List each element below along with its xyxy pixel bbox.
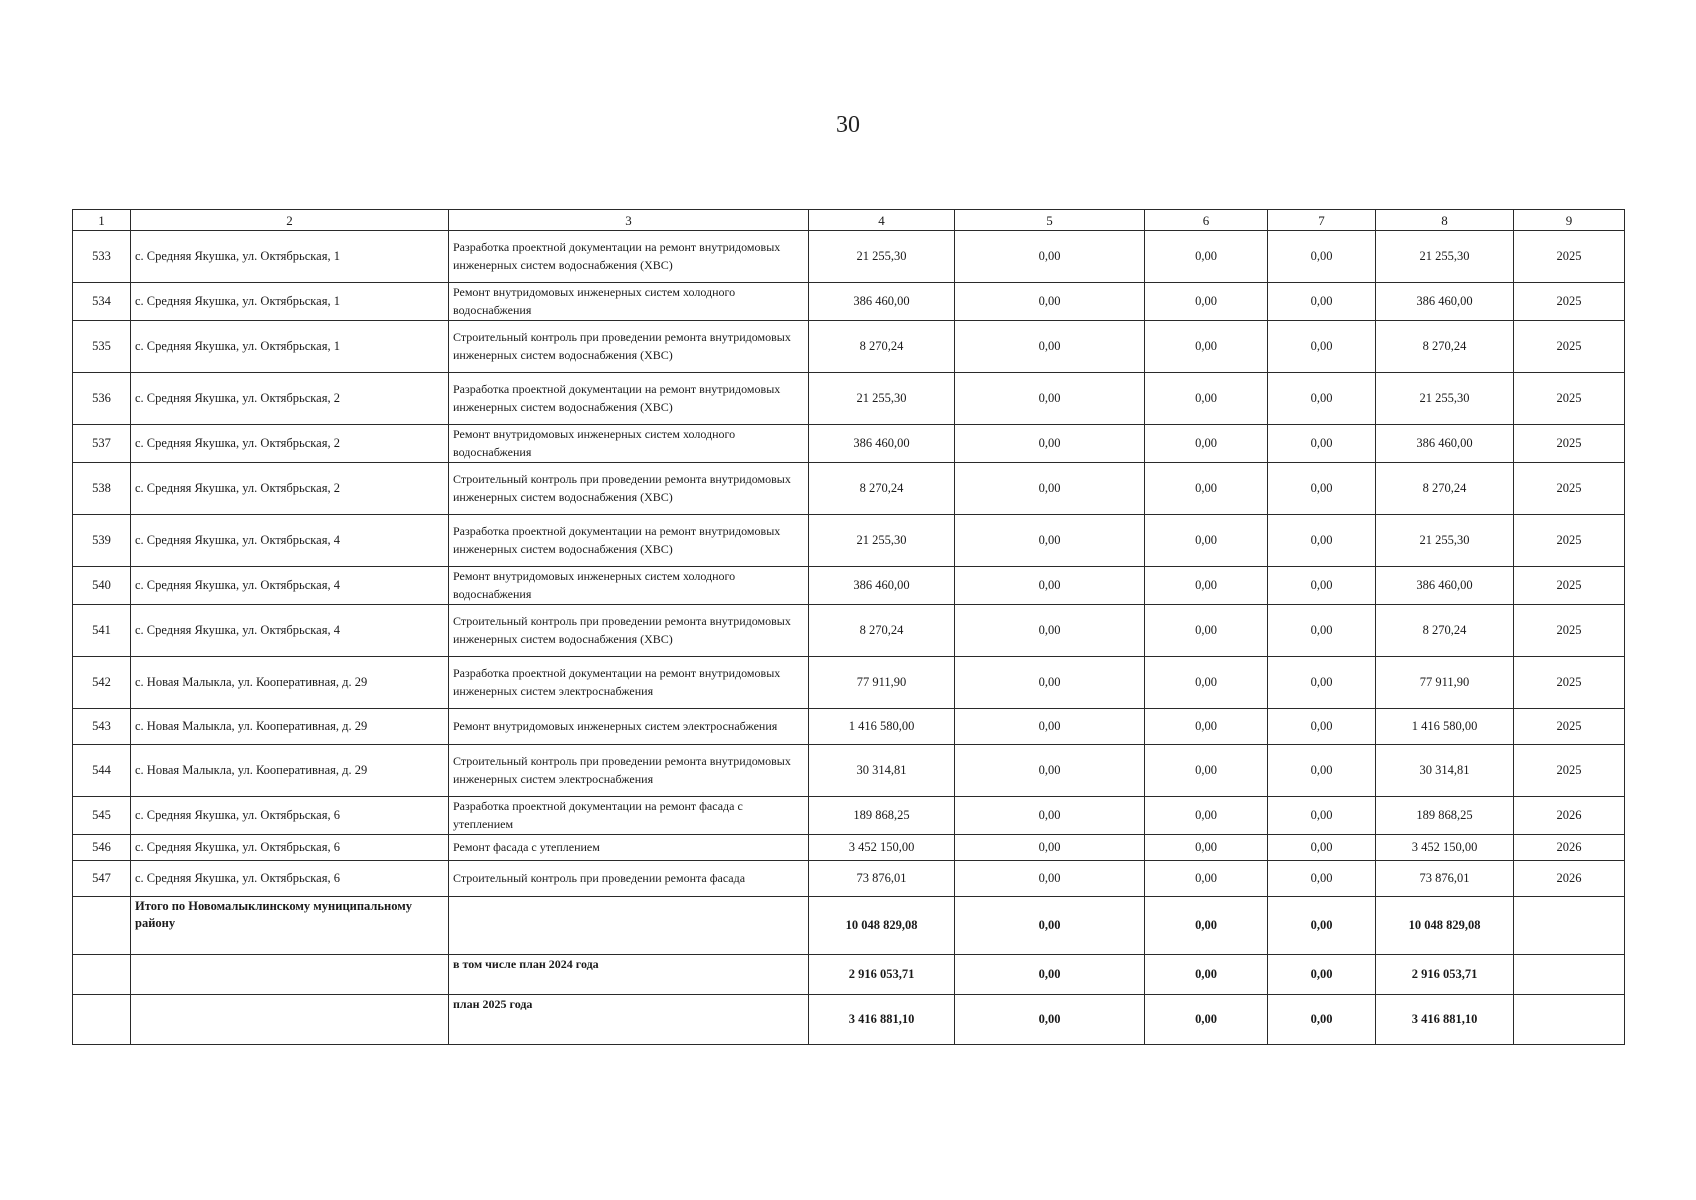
year-cell: 2026 [1514, 835, 1625, 861]
total-col7-cell: 0,00 [1268, 955, 1376, 995]
work-description-cell: Ремонт внутридомовых инженерных систем электроснабжения [449, 709, 809, 745]
amount-col7-cell: 0,00 [1268, 605, 1376, 657]
amount-col5-cell: 0,00 [955, 425, 1145, 463]
total-col7-cell: 0,00 [1268, 995, 1376, 1045]
row-number: 542 [73, 657, 131, 709]
work-description-cell: Ремонт фасада с утеплением [449, 835, 809, 861]
amount-col4-cell: 386 460,00 [809, 425, 955, 463]
table-row [73, 567, 1625, 605]
work-description-cell: Строительный контроль при проведении ремонта внутридомовых инженерных систем водоснабжения (ХВС) [449, 321, 809, 373]
amount-col4-cell: 21 255,30 [809, 373, 955, 425]
amount-col5-cell: 0,00 [955, 373, 1145, 425]
amount-col7-cell: 0,00 [1268, 283, 1376, 321]
amount-col8-cell: 8 270,24 [1376, 321, 1514, 373]
amount-col7-cell: 0,00 [1268, 835, 1376, 861]
amount-col8-cell: 3 452 150,00 [1376, 835, 1514, 861]
amount-col4-cell: 189 868,25 [809, 797, 955, 835]
total-row [73, 995, 1625, 1045]
amount-col8-cell: 21 255,30 [1376, 373, 1514, 425]
table-row [73, 709, 1625, 745]
address-cell: с. Средняя Якушка, ул. Октябрьская, 2 [131, 463, 449, 515]
amount-col6-cell: 0,00 [1145, 745, 1268, 797]
address-cell: с. Средняя Якушка, ул. Октябрьская, 2 [131, 425, 449, 463]
table-row [73, 745, 1625, 797]
column-number: 6 [1145, 210, 1268, 231]
amount-col6-cell: 0,00 [1145, 373, 1268, 425]
amount-col6-cell: 0,00 [1145, 835, 1268, 861]
total-col7-cell: 0,00 [1268, 897, 1376, 955]
row-number: 536 [73, 373, 131, 425]
amount-col4-cell: 30 314,81 [809, 745, 955, 797]
page-number: 30 [836, 112, 860, 138]
work-description-cell: Строительный контроль при проведении ремонта внутридомовых инженерных систем электроснабжения [449, 745, 809, 797]
amount-col5-cell: 0,00 [955, 835, 1145, 861]
table-row [73, 231, 1625, 283]
address-cell: с. Средняя Якушка, ул. Октябрьская, 2 [131, 373, 449, 425]
work-description-cell: Строительный контроль при проведении ремонта фасада [449, 861, 809, 897]
year-cell: 2025 [1514, 231, 1625, 283]
total-col4-cell: 3 416 881,10 [809, 995, 955, 1045]
table-row [73, 835, 1625, 861]
budget-table [72, 209, 1625, 1045]
row-number: 544 [73, 745, 131, 797]
row-number: 539 [73, 515, 131, 567]
amount-col7-cell: 0,00 [1268, 745, 1376, 797]
row-number: 547 [73, 861, 131, 897]
amount-col7-cell: 0,00 [1268, 463, 1376, 515]
year-cell: 2026 [1514, 861, 1625, 897]
row-number: 541 [73, 605, 131, 657]
amount-col5-cell: 0,00 [955, 515, 1145, 567]
work-description-cell: Разработка проектной документации на ремонт внутридомовых инженерных систем водоснабжения (ХВС) [449, 373, 809, 425]
work-description-cell: Разработка проектной документации на ремонт внутридомовых инженерных систем водоснабжения (ХВС) [449, 515, 809, 567]
amount-col6-cell: 0,00 [1145, 231, 1268, 283]
amount-col7-cell: 0,00 [1268, 321, 1376, 373]
table-row [73, 463, 1625, 515]
column-number-header-row [73, 210, 1625, 231]
amount-col5-cell: 0,00 [955, 657, 1145, 709]
total-col4-cell: 10 048 829,08 [809, 897, 955, 955]
amount-col4-cell: 8 270,24 [809, 463, 955, 515]
table-row [73, 797, 1625, 835]
amount-col8-cell: 30 314,81 [1376, 745, 1514, 797]
column-number: 9 [1514, 210, 1625, 231]
work-description-cell: Ремонт внутридомовых инженерных систем холодного водоснабжения [449, 567, 809, 605]
address-cell: с. Новая Малыкла, ул. Кооперативная, д. 29 [131, 745, 449, 797]
column-number: 2 [131, 210, 449, 231]
year-cell: 2025 [1514, 321, 1625, 373]
amount-col8-cell: 73 876,01 [1376, 861, 1514, 897]
amount-col7-cell: 0,00 [1268, 425, 1376, 463]
total-row [73, 955, 1625, 995]
row-number: 543 [73, 709, 131, 745]
amount-col7-cell: 0,00 [1268, 709, 1376, 745]
amount-col5-cell: 0,00 [955, 283, 1145, 321]
amount-col4-cell: 386 460,00 [809, 283, 955, 321]
amount-col8-cell: 386 460,00 [1376, 567, 1514, 605]
amount-col6-cell: 0,00 [1145, 425, 1268, 463]
total-col5-cell: 0,00 [955, 995, 1145, 1045]
total-col8-cell: 3 416 881,10 [1376, 995, 1514, 1045]
row-number: 534 [73, 283, 131, 321]
total-col6-cell: 0,00 [1145, 995, 1268, 1045]
column-number: 1 [73, 210, 131, 231]
amount-col4-cell: 73 876,01 [809, 861, 955, 897]
amount-col7-cell: 0,00 [1268, 231, 1376, 283]
amount-col5-cell: 0,00 [955, 797, 1145, 835]
total-col8-cell: 2 916 053,71 [1376, 955, 1514, 995]
work-description-cell: Ремонт внутридомовых инженерных систем холодного водоснабжения [449, 283, 809, 321]
amount-col8-cell: 386 460,00 [1376, 283, 1514, 321]
amount-col4-cell: 8 270,24 [809, 321, 955, 373]
amount-col4-cell: 386 460,00 [809, 567, 955, 605]
amount-col5-cell: 0,00 [955, 321, 1145, 373]
total-col6-cell: 0,00 [1145, 897, 1268, 955]
total-year-cell [1514, 995, 1625, 1045]
address-cell: с. Средняя Якушка, ул. Октябрьская, 4 [131, 567, 449, 605]
year-cell: 2025 [1514, 283, 1625, 321]
table-row [73, 861, 1625, 897]
total-sublabel-cell: план 2025 года [449, 995, 809, 1045]
amount-col4-cell: 3 452 150,00 [809, 835, 955, 861]
amount-col8-cell: 21 255,30 [1376, 515, 1514, 567]
row-number: 535 [73, 321, 131, 373]
column-number: 3 [449, 210, 809, 231]
address-cell: с. Средняя Якушка, ул. Октябрьская, 4 [131, 605, 449, 657]
row-number: 545 [73, 797, 131, 835]
amount-col6-cell: 0,00 [1145, 861, 1268, 897]
amount-col4-cell: 21 255,30 [809, 515, 955, 567]
amount-col6-cell: 0,00 [1145, 567, 1268, 605]
year-cell: 2025 [1514, 425, 1625, 463]
year-cell: 2025 [1514, 373, 1625, 425]
work-description-cell: Разработка проектной документации на ремонт внутридомовых инженерных систем электроснабжения [449, 657, 809, 709]
amount-col5-cell: 0,00 [955, 709, 1145, 745]
table-row [73, 657, 1625, 709]
total-year-cell [1514, 897, 1625, 955]
amount-col5-cell: 0,00 [955, 861, 1145, 897]
year-cell: 2025 [1514, 657, 1625, 709]
amount-col4-cell: 8 270,24 [809, 605, 955, 657]
amount-col6-cell: 0,00 [1145, 605, 1268, 657]
work-description-cell: Разработка проектной документации на ремонт внутридомовых инженерных систем водоснабжения (ХВС) [449, 231, 809, 283]
amount-col5-cell: 0,00 [955, 605, 1145, 657]
address-cell: с. Средняя Якушка, ул. Октябрьская, 6 [131, 797, 449, 835]
amount-col6-cell: 0,00 [1145, 283, 1268, 321]
address-cell: с. Средняя Якушка, ул. Октябрьская, 6 [131, 835, 449, 861]
column-number: 4 [809, 210, 955, 231]
table-row [73, 515, 1625, 567]
empty-cell [73, 995, 131, 1045]
year-cell: 2025 [1514, 605, 1625, 657]
row-number: 533 [73, 231, 131, 283]
amount-col8-cell: 21 255,30 [1376, 231, 1514, 283]
amount-col8-cell: 77 911,90 [1376, 657, 1514, 709]
amount-col6-cell: 0,00 [1145, 797, 1268, 835]
amount-col4-cell: 77 911,90 [809, 657, 955, 709]
total-col5-cell: 0,00 [955, 897, 1145, 955]
amount-col8-cell: 8 270,24 [1376, 605, 1514, 657]
table-row [73, 321, 1625, 373]
work-description-cell: Разработка проектной документации на ремонт фасада с утеплением [449, 797, 809, 835]
amount-col7-cell: 0,00 [1268, 515, 1376, 567]
total-col8-cell: 10 048 829,08 [1376, 897, 1514, 955]
address-cell: с. Средняя Якушка, ул. Октябрьская, 6 [131, 861, 449, 897]
row-number: 540 [73, 567, 131, 605]
amount-col5-cell: 0,00 [955, 463, 1145, 515]
year-cell: 2026 [1514, 797, 1625, 835]
amount-col8-cell: 386 460,00 [1376, 425, 1514, 463]
amount-col6-cell: 0,00 [1145, 709, 1268, 745]
year-cell: 2025 [1514, 463, 1625, 515]
address-cell: с. Средняя Якушка, ул. Октябрьская, 1 [131, 321, 449, 373]
table-row [73, 373, 1625, 425]
amount-col6-cell: 0,00 [1145, 463, 1268, 515]
total-row [73, 897, 1625, 955]
column-number: 7 [1268, 210, 1376, 231]
amount-col5-cell: 0,00 [955, 567, 1145, 605]
amount-col5-cell: 0,00 [955, 231, 1145, 283]
column-number: 5 [955, 210, 1145, 231]
amount-col7-cell: 0,00 [1268, 861, 1376, 897]
total-year-cell [1514, 955, 1625, 995]
amount-col7-cell: 0,00 [1268, 567, 1376, 605]
amount-col8-cell: 8 270,24 [1376, 463, 1514, 515]
amount-col7-cell: 0,00 [1268, 373, 1376, 425]
table-row [73, 605, 1625, 657]
address-cell: с. Средняя Якушка, ул. Октябрьская, 1 [131, 231, 449, 283]
amount-col6-cell: 0,00 [1145, 657, 1268, 709]
amount-col6-cell: 0,00 [1145, 515, 1268, 567]
amount-col7-cell: 0,00 [1268, 657, 1376, 709]
amount-col4-cell: 21 255,30 [809, 231, 955, 283]
column-number: 8 [1376, 210, 1514, 231]
amount-col4-cell: 1 416 580,00 [809, 709, 955, 745]
total-col6-cell: 0,00 [1145, 955, 1268, 995]
empty-cell [73, 897, 131, 955]
total-col4-cell: 2 916 053,71 [809, 955, 955, 995]
year-cell: 2025 [1514, 567, 1625, 605]
amount-col7-cell: 0,00 [1268, 797, 1376, 835]
total-col5-cell: 0,00 [955, 955, 1145, 995]
address-cell: с. Средняя Якушка, ул. Октябрьская, 4 [131, 515, 449, 567]
amount-col5-cell: 0,00 [955, 745, 1145, 797]
row-number: 537 [73, 425, 131, 463]
year-cell: 2025 [1514, 745, 1625, 797]
amount-col8-cell: 189 868,25 [1376, 797, 1514, 835]
row-number: 538 [73, 463, 131, 515]
row-number: 546 [73, 835, 131, 861]
amount-col6-cell: 0,00 [1145, 321, 1268, 373]
year-cell: 2025 [1514, 709, 1625, 745]
total-sublabel-cell: в том числе план 2024 года [449, 955, 809, 995]
total-sublabel-cell [449, 897, 809, 955]
total-label-cell [131, 995, 449, 1045]
work-description-cell: Строительный контроль при проведении ремонта внутридомовых инженерных систем водоснабжения (ХВС) [449, 605, 809, 657]
table-row [73, 283, 1625, 321]
total-label-cell [131, 955, 449, 995]
table-row [73, 425, 1625, 463]
year-cell: 2025 [1514, 515, 1625, 567]
amount-col8-cell: 1 416 580,00 [1376, 709, 1514, 745]
empty-cell [73, 955, 131, 995]
work-description-cell: Ремонт внутридомовых инженерных систем холодного водоснабжения [449, 425, 809, 463]
total-label-cell: Итого по Новомалыклинскому муниципальному району [131, 897, 449, 955]
work-description-cell: Строительный контроль при проведении ремонта внутридомовых инженерных систем водоснабжения (ХВС) [449, 463, 809, 515]
address-cell: с. Средняя Якушка, ул. Октябрьская, 1 [131, 283, 449, 321]
address-cell: с. Новая Малыкла, ул. Кооперативная, д. 29 [131, 657, 449, 709]
address-cell: с. Новая Малыкла, ул. Кооперативная, д. 29 [131, 709, 449, 745]
